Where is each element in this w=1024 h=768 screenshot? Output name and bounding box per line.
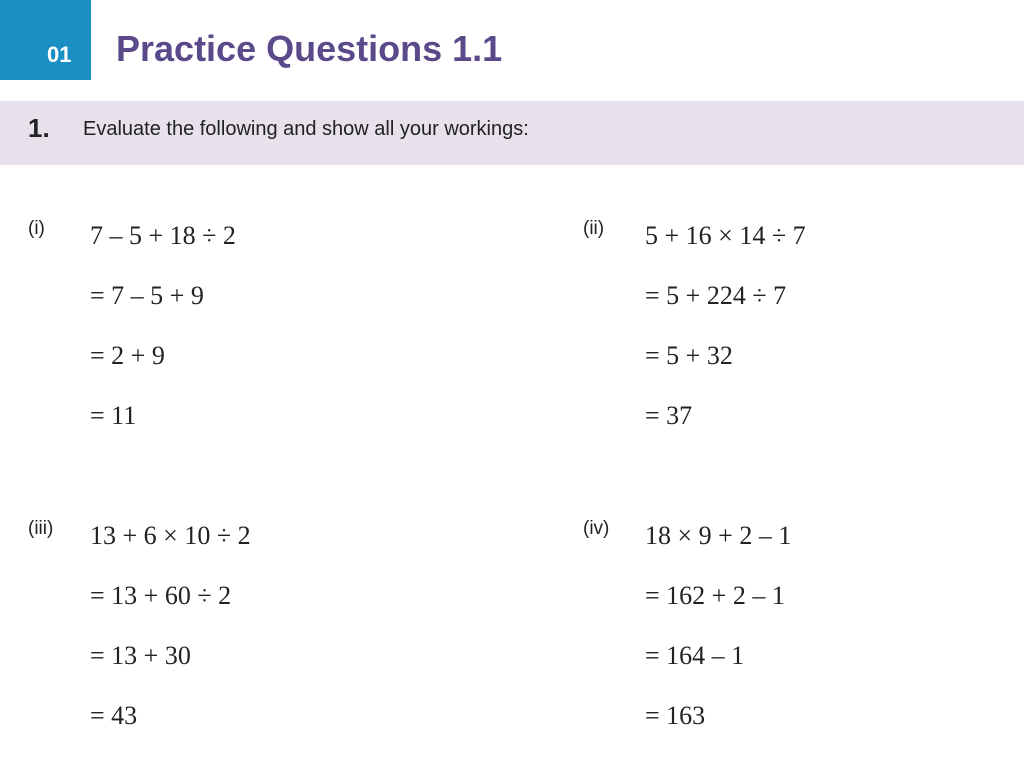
expression: 13 + 6 × 10 ÷ 2 [90,521,251,550]
working-step: = 5 + 224 ÷ 7 [645,281,787,310]
part-label: (ii) [583,218,605,239]
working-step: = 13 + 60 ÷ 2 [90,581,232,610]
chapter-badge [0,0,91,80]
working-step: = 164 – 1 [645,641,745,670]
working-step: = 13 + 30 [90,641,191,670]
answer: = 11 [90,401,137,430]
answer: = 37 [645,401,693,430]
page-title: Practice Questions 1.1 [116,28,503,69]
expression: 5 + 16 × 14 ÷ 7 [645,221,806,250]
part-label: (iv) [583,518,610,539]
expression: 7 – 5 + 18 ÷ 2 [90,221,236,250]
question-instruction: Evaluate the following and show all your workings: [83,118,529,140]
answer: = 163 [645,701,706,730]
question-number: 1. [28,113,50,143]
working-step: = 5 + 32 [645,341,733,370]
working-step: = 7 – 5 + 9 [90,281,204,310]
working-step: = 2 + 9 [90,341,165,370]
part-label: (i) [28,218,45,239]
working-step: = 162 + 2 – 1 [645,581,785,610]
part-label: (iii) [28,518,54,539]
expression: 18 × 9 + 2 – 1 [645,521,792,550]
answer: = 43 [90,701,138,730]
chapter-number: 01 [47,42,72,67]
